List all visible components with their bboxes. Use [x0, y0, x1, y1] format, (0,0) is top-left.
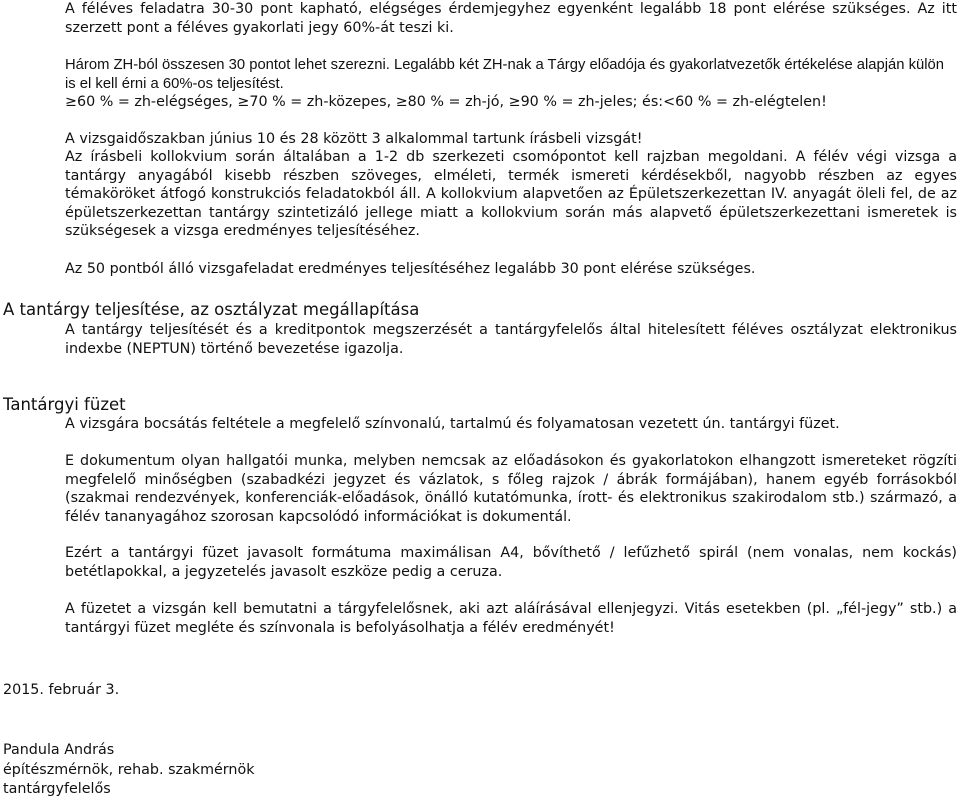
exam-description-paragraph: Az írásbeli kollokvium során általában a 1-2 db szerkezeti csomópontot kell rajzban megoldani. A félév végi vizsga a tantárgy anyagából kisebb részben szöveges, elméleti, termék ismereti kérdésekből, nagyobb részben az egyes témaköröket átfogó konstrukciós feladatokból áll. A kollokvium alapvetően az Épületszerkezettan IV. anyagát öleli fel, de az épületszerkezettan tantárgy szintetizáló jellege miatt a kollokvium során más alapvető épületszerkezettani ismeretek is szükségesek a vizsga eredményes teljesítéséhez. — [65, 149, 957, 239]
completion-section-heading: A tantárgy teljesítése, az osztályzat megállapítása — [3, 300, 420, 319]
booklet-format-paragraph: Ezért a tantárgyi füzet javasolt formátuma maximálisan A4, bővíthető / lefűzhető spirál (nem vonalas, nem kockás) betétlapokkal, a jegyzetelés javasolt eszköze pedig a ceruza. — [65, 545, 957, 580]
document-date: 2015. február 3. — [3, 682, 120, 698]
exam-dates-line: A vizsgaidőszakban június 10 és 28 között 3 alkalommal tartunk írásbeli vizsgát! — [65, 131, 643, 147]
signatory-role: tantárgyfelelős — [3, 781, 111, 797]
booklet-requirement-line: A vizsgára bocsátás feltétele a megfelelő színvonalú, tartalmú és folyamatosan vezetett ún. tantárgyi füzet. — [65, 416, 840, 432]
signatory-title: építészmérnök, rehab. szakmérnök — [3, 761, 255, 778]
exam-pass-threshold-line: Az 50 pontból álló vizsgafeladat eredményes teljesítéséhez legalább 30 pont elérése szükséges. — [65, 261, 756, 277]
completion-section-body: A tantárgy teljesítését és a kreditpontok megszerzését a tantárgyfelelős által hitelesített féléves osztályzat elektronikus indexbe (NEPTUN) történő bevezetése igazolja. — [65, 322, 957, 357]
booklet-section-heading: Tantárgyi füzet — [3, 395, 126, 414]
booklet-presentation-paragraph: A füzetet a vizsgán kell bemutatni a tárgyfelelősnek, aki azt aláírásával ellenjegyzi. Vitás esetekben (pl. „fél-jegy” stb.) a tantárgyi füzet megléte és színvonala is befolyásolhatja a félév eredményét! — [65, 601, 957, 636]
signatory-name: Pandula András — [3, 742, 115, 758]
assignment-points-paragraph: A féléves feladatra 30-30 pont kapható, elégséges érdemjegyhez egyenként legalább 18 pont elérése szükséges. Az itt szerzett pont a féléves gyakorlati jegy 60%-át teszi ki. — [65, 1, 957, 36]
midterm-points-paragraph: Három ZH-ból összesen 30 pontot lehet szerezni. Legalább két ZH-nak a Tárgy előadója és gyakorlatvezetők értékelése alapján külön is el kell érni a 60%-os teljesítést. — [65, 57, 944, 92]
grading-scale-line: ≥60 % = zh-elégséges, ≥70 % = zh-közepes, ≥80 % = zh-jó, ≥90 % = zh-jeles; és:<60 % = zh-elégtelen! — [65, 94, 827, 110]
signature-block — [3, 741, 957, 800]
booklet-description-paragraph: E dokumentum olyan hallgatói munka, melyben nemcsak az előadásokon és gyakorlatokon elhangzott ismereteket rögzíti megfelelő minőségben (szabadkézi jegyzet és vázlatok, s főleg rajzok / ábrák formájában), hanem egyéb forrásokból (szakmai rendezvények, konferenciák-előadások, önálló kutatómunka, írott- és elektronikus szakirodalom stb.) származó, a félév tananyagához szorosan kapcsolódó információkat is dokumentál. — [65, 453, 957, 525]
